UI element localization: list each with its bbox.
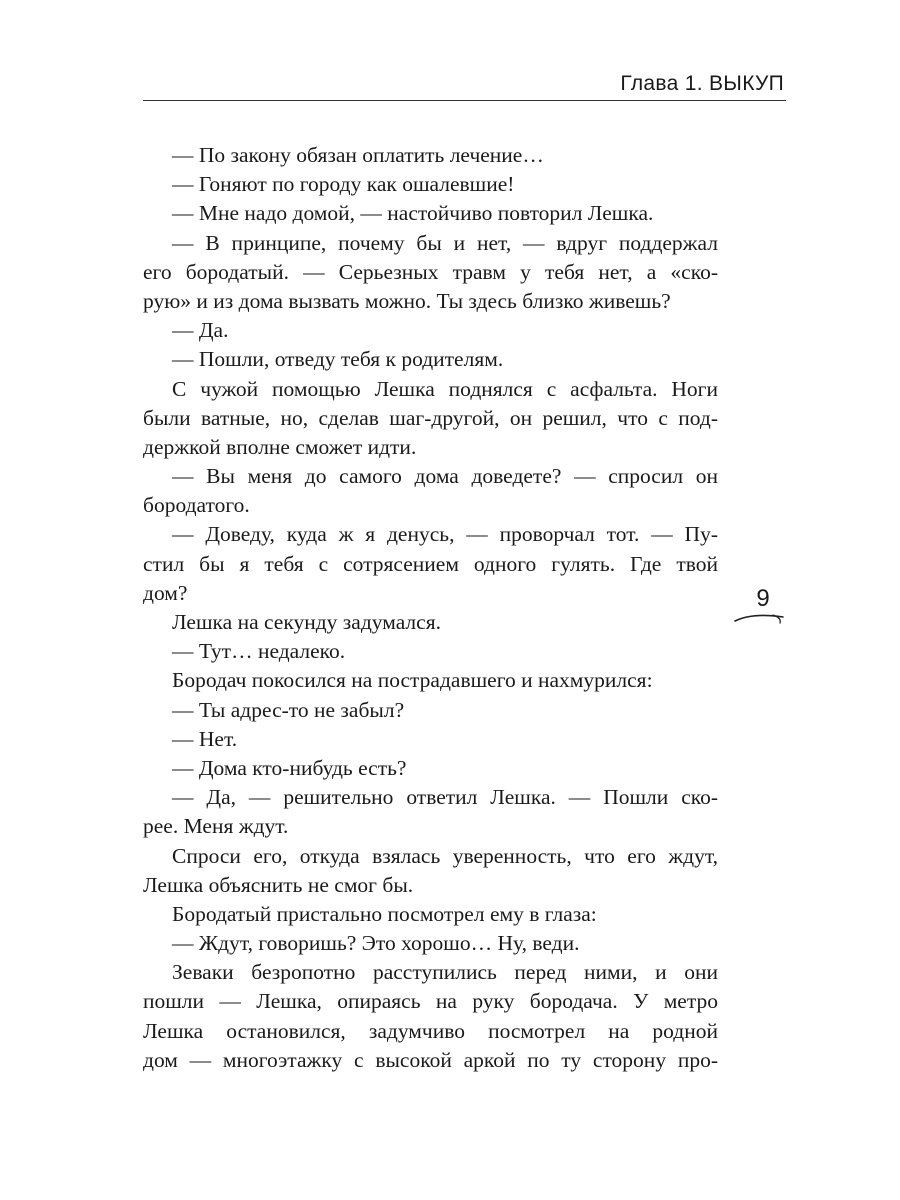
text-line: Спроси его, откуда взялась уверенность, что его ждут,	[172, 843, 718, 868]
text-line: держкой вполне сможет идти.	[143, 434, 417, 459]
text-line: дом?	[143, 580, 188, 605]
text-line: — Нет.	[172, 726, 238, 751]
text-line: — Ты адрес-то не забыл?	[172, 697, 405, 722]
chapter-title: Глава 1. ВЫКУП	[620, 72, 784, 95]
text-line: — Мне надо домой, — настойчиво повторил Лешка.	[172, 201, 654, 226]
text-line: рую» и из дома вызвать можно. Ты здесь близко живешь?	[143, 288, 671, 313]
text-line: пошли — Лешка, опираясь на руку бородача. У метро	[143, 989, 718, 1014]
text-line: С чужой помощью Лешка поднялся с асфальта. Ноги	[172, 376, 718, 401]
text-line: — Да.	[172, 318, 229, 343]
text-line: — В принципе, почему бы и нет, — вдруг поддержал	[172, 230, 718, 255]
page-number-swash-icon	[733, 611, 785, 625]
text-line: его бородатый. — Серьезных травм у тебя нет, а «ско-	[143, 259, 718, 284]
text-line: — Тут… недалеко.	[172, 639, 346, 664]
text-line: — Ждут, говоришь? Это хорошо… Ну, веди.	[172, 931, 580, 956]
text-line: — Доведу, куда ж я денусь, — проворчал тот. — Пу-	[172, 522, 718, 547]
text-line: дом — многоэтажку с высокой аркой по ту сторону про-	[143, 1047, 718, 1072]
text-line: Лешка объяснить не смог бы.	[143, 872, 414, 897]
text-line: Лешка остановился, задумчиво посмотрел на родной	[143, 1018, 718, 1043]
text-line: Лешка на секунду задумался.	[172, 610, 441, 634]
text-line: — Гоняют по городу как ошалевшие!	[172, 172, 515, 197]
text-line: Бородач покосился на пострадавшего и нахмурился:	[172, 668, 653, 693]
running-header	[143, 72, 786, 101]
text-line: Зеваки безропотно расступились перед ними, и они	[172, 960, 718, 985]
text-line: были ватные, но, сделав шаг-другой, он решил, что с под-	[143, 405, 718, 430]
text-line: стил бы я тебя с сотрясением одного гулять. Где твой	[143, 551, 718, 576]
text-line: — Да, — решительно ответил Лешка. — Пошли ско-	[172, 785, 718, 810]
page-number: 9	[756, 585, 770, 612]
body-text	[143, 141, 718, 1075]
text-line: Бородатый пристально посмотрел ему в глаза:	[172, 901, 597, 926]
text-line: бородатого.	[143, 493, 250, 518]
text-line: рее. Меня ждут.	[143, 814, 289, 839]
text-line: — Дома кто-нибудь есть?	[172, 755, 407, 780]
text-line: — По закону обязан оплатить лечение…	[172, 143, 544, 167]
text-line: — Вы меня до самого дома доведете? — спросил он	[172, 464, 718, 489]
text-line: — Пошли, отведу тебя к родителям.	[172, 347, 504, 372]
